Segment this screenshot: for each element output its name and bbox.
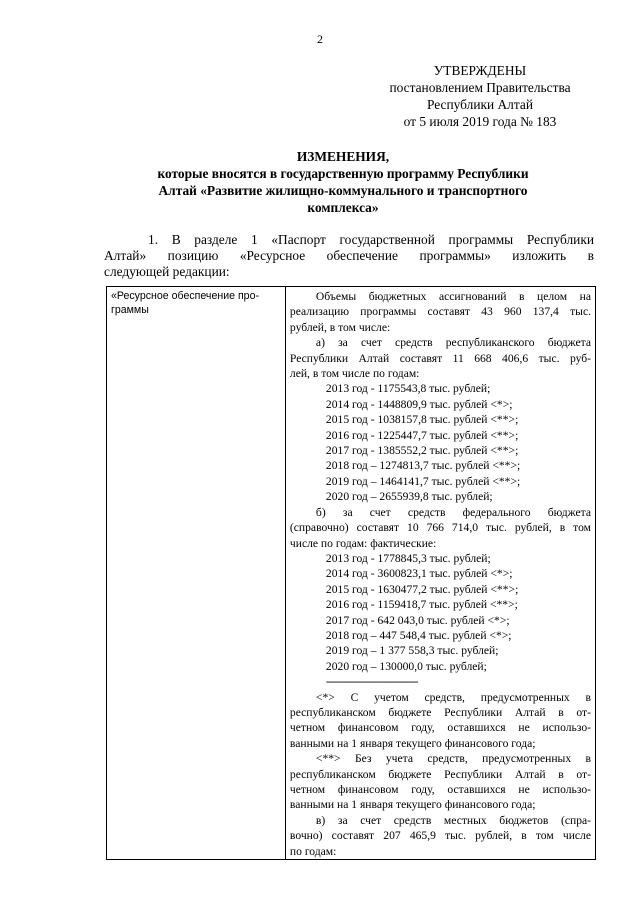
resources-value-cell (285, 287, 595, 860)
year-line: 2017 год - 1385552,2 тыс. рублей <**>; (325, 444, 519, 458)
local-budget-block (290, 813, 591, 859)
footnote-with-balance (290, 690, 591, 752)
text-line: б) за счет средств федерального бюджета (315, 505, 591, 519)
text-line: Объемы бюджетных ассигнований в целом на (315, 290, 591, 303)
paragraph-line: 1. В разделе 1 «Паспорт государственной программы Республики (148, 232, 594, 247)
approval-line: постановлением Правительства (389, 80, 571, 95)
approval-line: Республики Алтай (426, 97, 533, 112)
title-line: комплекса» (307, 200, 379, 215)
text-line: ванными на 1 января текущего финансового года; (289, 798, 536, 812)
text-line: рублей, в том числе: (289, 320, 391, 334)
year-line: 2016 год - 1225447,7 тыс. рублей <**>; (325, 428, 519, 442)
text-line: <**> Без учета средств, предусмотренных в (315, 752, 591, 766)
page-number: 2 (317, 32, 323, 46)
year-line: 2020 год – 2655939,8 тыс. рублей; (325, 490, 493, 504)
year-line: 2016 год - 1159418,7 тыс. рублей <**>; (325, 598, 518, 612)
title-line: Алтай «Развитие жилищно-коммунального и транспортного (158, 183, 528, 198)
text-line: республиканском бюджете Республики Алтай в от- (289, 767, 591, 781)
text-line: реализацию программы составят 43 960 137,4 тыс. (289, 305, 591, 319)
text-line: лей, в том числе по годам: (289, 367, 420, 381)
paragraph-line: Алтай» позицию «Ресурсное обеспечение программы» изложить в (104, 248, 594, 263)
federal-budget-block (290, 505, 591, 674)
text-line: ванными на 1 января текущего финансового года; (289, 736, 536, 750)
table-row (107, 287, 596, 860)
resources-table (106, 286, 596, 860)
year-line: 2017 год - 642 043,0 тыс. рублей <*>; (325, 613, 510, 627)
year-line: 2014 год - 1448809,9 тыс. рублей <*>; (325, 397, 513, 411)
regional-budget-block (290, 335, 591, 504)
text-line: четном финансовом году, оставшихся не использо- (289, 783, 591, 796)
text-line: числе по годам: фактические: (289, 536, 437, 550)
year-line: 2015 год - 1630477,2 тыс. рублей <**>; (325, 582, 519, 596)
intro-block (290, 289, 591, 335)
approval-block (360, 62, 600, 130)
intro-paragraph (104, 232, 594, 280)
text-line: а) за счет средств республиканского бюджета (315, 336, 591, 350)
document-title (96, 148, 590, 216)
text-line: вочно) составят 207 465,9 тыс. рублей, в том числе (289, 829, 591, 843)
resources-label-cell: «Ресурсное обеспечение про- граммы (107, 287, 286, 860)
year-line: 2019 год – 1464141,7 тыс. рублей <**>; (325, 474, 521, 488)
year-line: 2018 год – 1274813,7 тыс. рублей <**>; (325, 459, 521, 473)
approval-line: УТВЕРЖДЕНЫ (433, 63, 527, 78)
year-line: 2019 год – 1 377 558,3 тыс. рублей; (325, 644, 499, 658)
year-line: 2018 год – 447 548,4 тыс. рублей <*>; (325, 628, 512, 642)
year-line: 2014 год - 3600823,1 тыс. рублей <*>; (325, 567, 513, 581)
footnote-separator: -------------------------------- (325, 675, 418, 689)
title-line: которые вносятся в государственную программу Республики (157, 166, 529, 181)
text-line: по годам: (289, 844, 337, 858)
year-line: 2020 год – 130000,0 тыс. рублей; (325, 659, 487, 673)
text-line: <*> С учетом средств, предусмотренных в (315, 690, 591, 704)
paragraph-line: следующей редакции: (104, 264, 230, 279)
year-line: 2013 год - 1175543,8 тыс. рублей; (325, 382, 491, 396)
text-line: республиканском бюджете Республики Алтай в от- (289, 705, 591, 719)
footnote-without-balance (290, 751, 591, 813)
text-line: Республики Алтай составят 11 668 406,6 тыс. руб- (289, 351, 591, 365)
year-line: 2013 год - 1778845,3 тыс. рублей; (325, 551, 491, 565)
text-line: (справочно) составят 10 766 714,0 тыс. рублей, в том (289, 521, 591, 535)
title-line: ИЗМЕНЕНИЯ, (296, 149, 390, 164)
approval-line: от 5 июля 2019 года № 183 (403, 114, 557, 129)
year-line: 2015 год - 1038157,8 тыс. рублей <**>; (325, 413, 519, 427)
text-line: в) за счет средств местных бюджетов (спра- (315, 813, 591, 827)
text-line: четном финансовом году, оставшихся не использо- (289, 721, 591, 735)
